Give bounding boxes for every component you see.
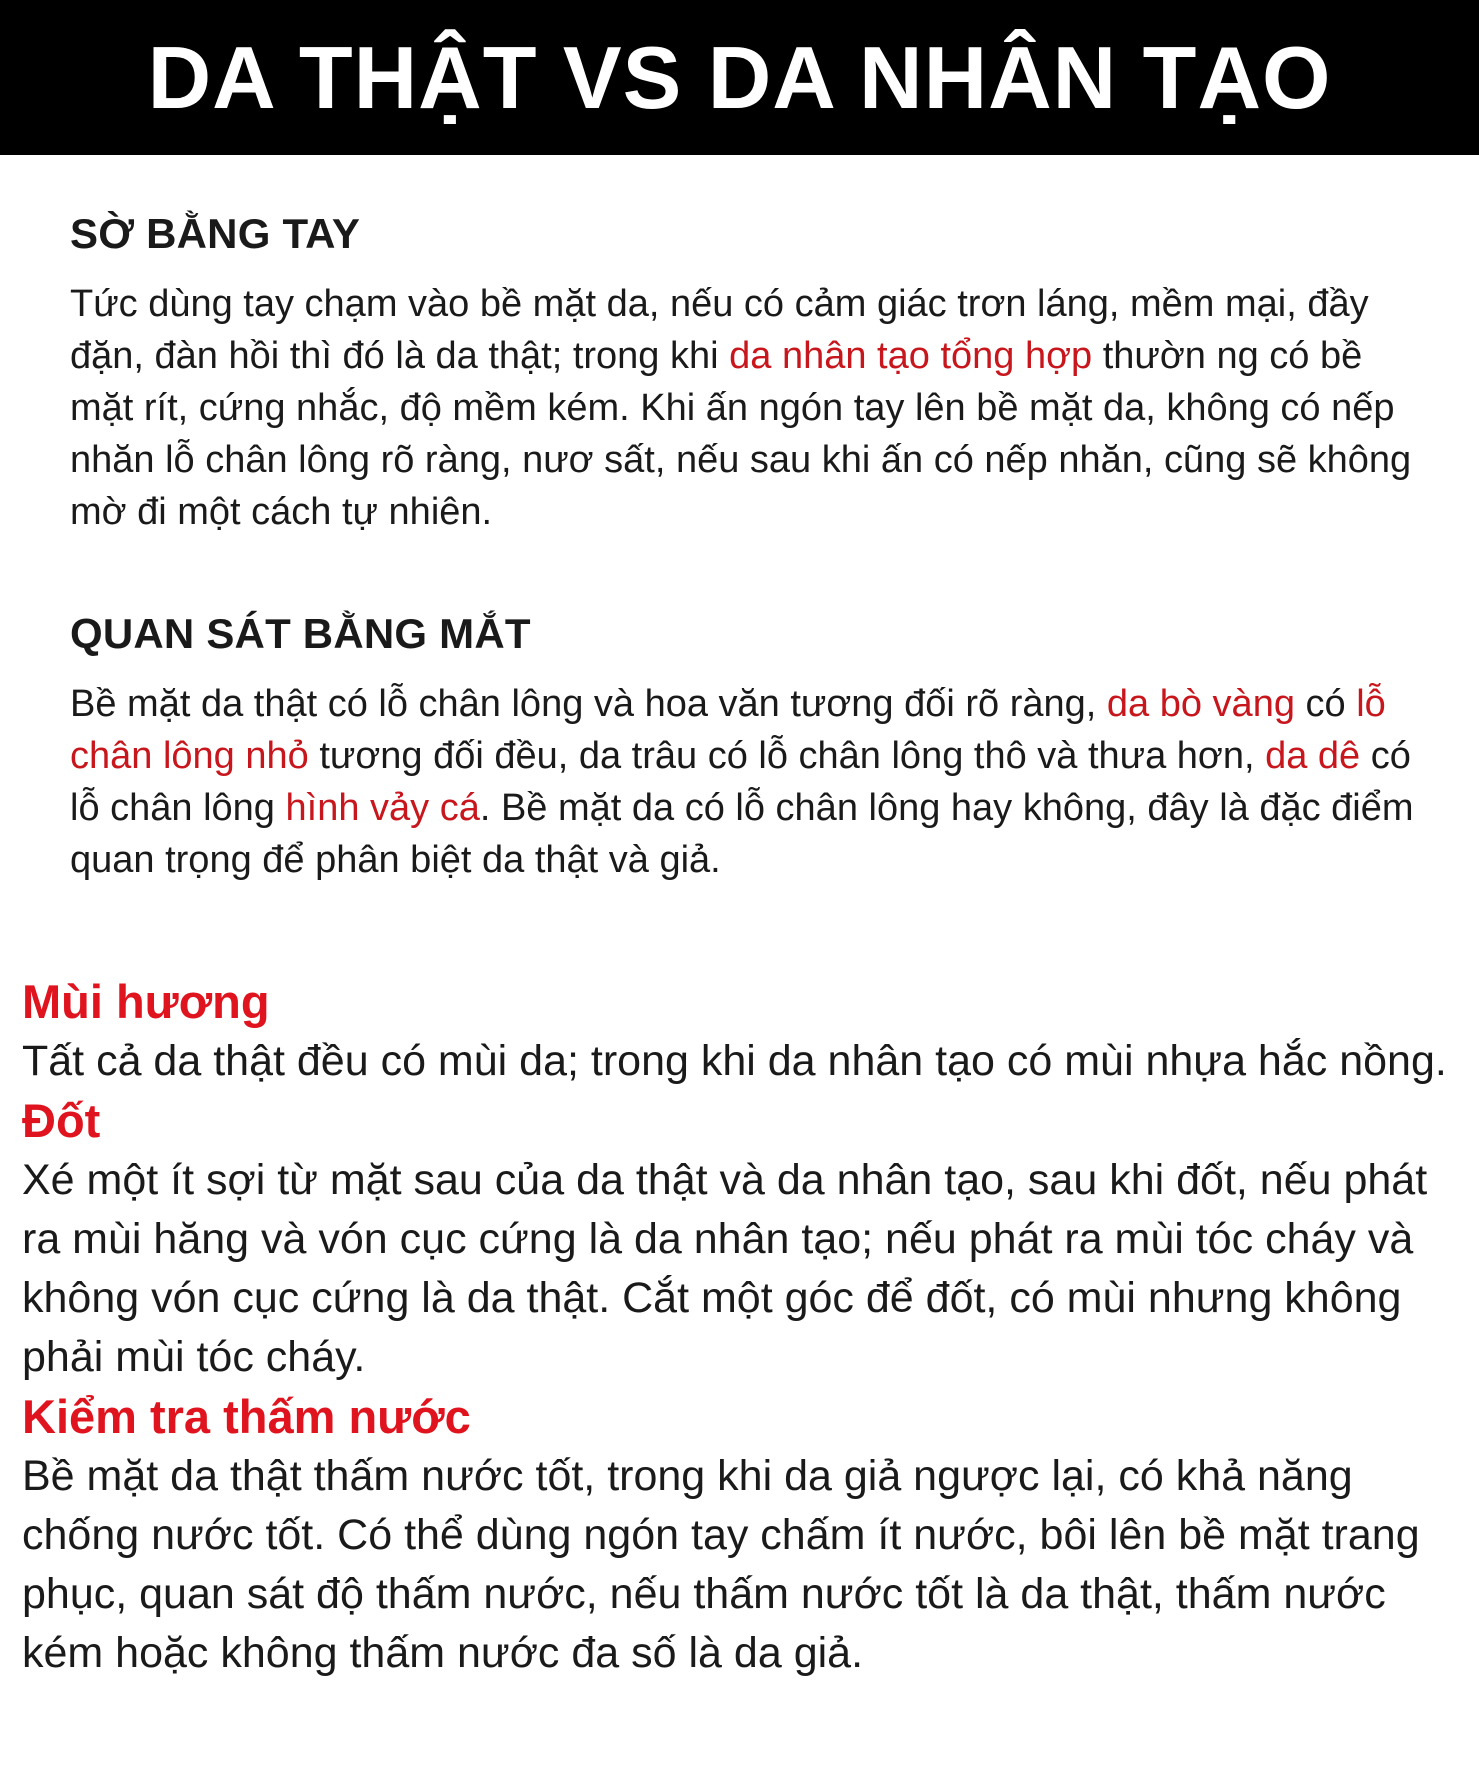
look-text-4: có lỗ chân lông: [70, 735, 1411, 829]
look-text-5: . Bề mặt da có lỗ chân lông hay không, đây là đặc điểm quan trọng để phân biệt da thật và giả.: [70, 787, 1414, 881]
tip-water: [22, 1387, 1462, 1683]
tips-list: [22, 972, 1462, 1683]
look-text-1: Bề mặt da thật có lỗ chân lông và hoa văn tương đối rõ ràng,: [70, 683, 1107, 725]
look-text-3: tương đối đều, da trâu có lỗ chân lông thô và thưa hơn,: [308, 735, 1266, 777]
tip-burn-title: Đốt: [22, 1094, 101, 1147]
tip-burn: [22, 1091, 1462, 1387]
look-text-2: có: [1294, 683, 1357, 725]
look-section-heading: QUAN SÁT BẰNG MẮT: [70, 610, 531, 657]
touch-text-2: thườn ng có bề mặt rít, cứng nhắc, độ mềm kém. Khi ấn ngón tay lên bề mặt da, không có nếp nhăn lỗ chân lông rõ ràng, nươ sất, nếu sau khi ấn có nếp nhăn, cũng sẽ không mờ đi một cách tự nhiên.: [70, 335, 1412, 533]
tip-water-title: Kiểm tra thấm nước: [22, 1390, 471, 1443]
tip-smell-title: Mùi hương: [22, 975, 270, 1028]
touch-section-body: [70, 278, 1430, 538]
tip-burn-body: Xé một ít sợi từ mặt sau của da thật và da nhân tạo, sau khi đốt, nếu phát ra mùi hăng và vón cục cứng là da nhân tạo; nếu phát ra mùi tóc cháy và không vón cục cứng là da thật. Cắt một góc để đốt, có mùi nhưng không phải mùi tóc cháy.: [22, 1156, 1428, 1381]
touch-highlight-synthetic-leather: da nhân tạo tổng hợp: [729, 335, 1093, 377]
look-highlight-goatskin: da dê: [1265, 735, 1361, 777]
tip-smell-body: Tất cả da thật đều có mùi da; trong khi da nhân tạo có mùi nhựa hắc nồng.: [22, 1037, 1447, 1085]
title-banner: [0, 0, 1479, 155]
tip-water-body: Bề mặt da thật thấm nước tốt, trong khi da giả ngược lại, có khả năng chống nước tốt. Có thể dùng ngón tay chấm ít nước, bôi lên bề mặt trang phục, quan sát độ thấm nước, nếu thấm nước tốt là da thật, thấm nước kém hoặc không thấm nước đa số là da giả.: [22, 1452, 1420, 1677]
look-section: [70, 608, 1430, 886]
tip-smell: [22, 972, 1462, 1091]
touch-section: [70, 208, 1430, 538]
look-highlight-cowhide: da bò vàng: [1106, 683, 1295, 725]
touch-text-1: Tức dùng tay chạm vào bề mặt da, nếu có cảm giác trơn láng, mềm mại, đầy đặn, đàn hồi thì đó là da thật; trong khi: [70, 283, 1369, 377]
page-title: DA THẬT VS DA NHÂN TẠO: [147, 27, 1332, 127]
look-highlight-small-pores: lỗ chân lông nhỏ: [70, 683, 1386, 777]
look-highlight-fish-scale: hình vảy cá: [285, 787, 480, 829]
look-section-body: [70, 678, 1430, 886]
touch-section-heading: SỜ BẰNG TAY: [70, 210, 361, 257]
